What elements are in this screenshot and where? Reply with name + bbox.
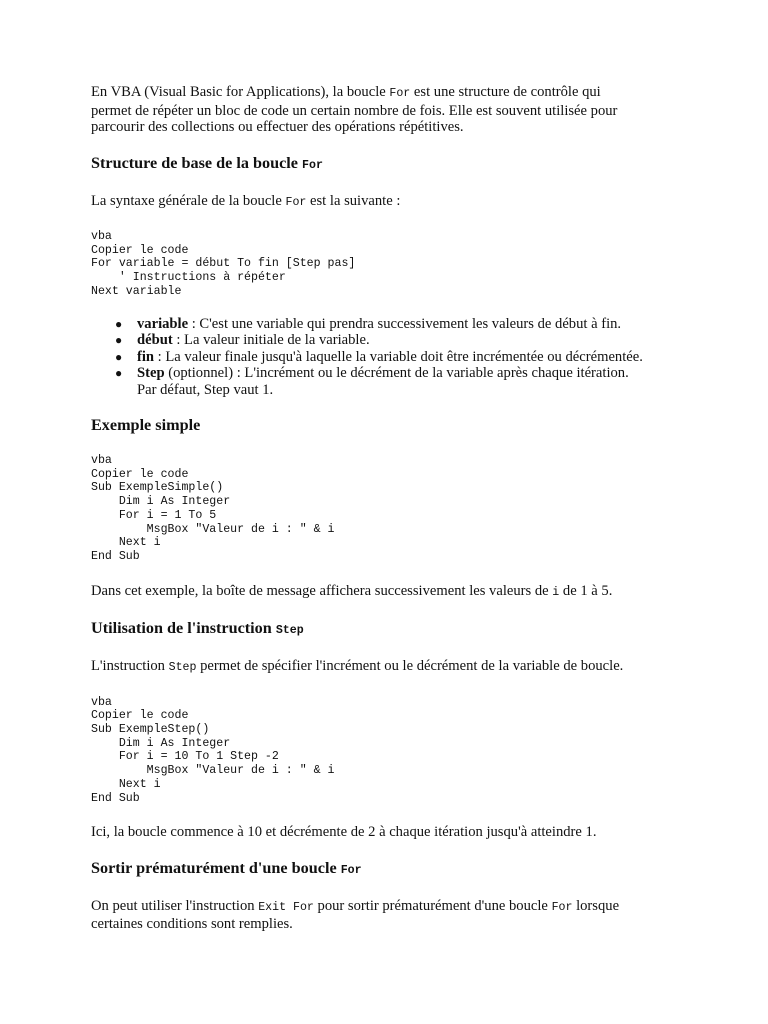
inline-code: For: [389, 87, 411, 100]
list-desc: : La valeur initiale de la variable.: [172, 332, 370, 349]
document-page: [91, 84, 691, 933]
paragraph-text: lorsque: [572, 897, 620, 914]
exit-paragraph: [91, 898, 691, 933]
inline-code: i: [552, 585, 560, 599]
list-term: variable: [137, 315, 189, 332]
heading-code: For: [302, 158, 323, 172]
parameter-list: [91, 316, 691, 399]
inline-code: For: [551, 900, 573, 914]
example-paragraph: [91, 583, 691, 602]
intro-text: En VBA (Visual Basic for Applications), la boucle: [91, 84, 390, 100]
heading-text: Utilisation de l'instruction: [91, 619, 276, 638]
bullet-icon: ●: [115, 333, 123, 348]
paragraph-text: pour sortir prématurément d'une boucle: [313, 897, 552, 914]
list-term: Step: [137, 365, 165, 382]
list-item: [115, 348, 691, 366]
inline-code: Step: [168, 661, 197, 675]
list-term: fin: [137, 348, 155, 365]
paragraph-text: L'instruction: [91, 658, 169, 675]
heading-code: For: [340, 863, 362, 877]
paragraph-text: On peut utiliser l'instruction: [91, 897, 259, 914]
paragraph-text: certaines conditions sont remplies.: [91, 916, 293, 933]
intro-text: parcourir des collections ou effectuer des opérations répétitives.: [91, 119, 464, 135]
heading-text: Structure de base de la boucle: [91, 153, 303, 172]
intro-text: est une structure de contrôle qui: [410, 84, 601, 100]
section-heading-example: [91, 416, 691, 435]
heading-text: Sortir prématurément d'une boucle: [91, 858, 341, 877]
bullet-icon: ●: [115, 349, 123, 364]
section-heading-step: [91, 619, 691, 640]
bullet-icon: ●: [115, 366, 123, 381]
intro-paragraph: [91, 84, 691, 136]
list-desc: (optionnel) : L'incrément ou le décrément de la variable après chaque itération.: [164, 365, 629, 382]
code-block-syntax: vba Copier le code For variable = début To fin [Step pas] ' Instructions à répéter Next variable: [91, 230, 356, 298]
list-item: [115, 365, 691, 398]
list-item: [115, 332, 691, 349]
step-explanation-paragraph: Ici, la boucle commence à 10 et décrémente de 2 à chaque itération jusqu'à atteindre 1.: [91, 824, 597, 841]
section-heading-structure: [91, 154, 691, 175]
code-block-example-step: vba Copier le code Sub ExempleStep() Dim i As Integer For i = 10 To 1 Step -2 MsgBox "Valeur de i : " & i Next i End Sub: [91, 695, 335, 805]
paragraph-text: Dans cet exemple, la boîte de message affichera successivement les valeurs de: [91, 582, 553, 599]
paragraph-text: La syntaxe générale de la boucle: [91, 192, 286, 209]
code-block-example-simple: vba Copier le code Sub ExempleSimple() Dim i As Integer For i = 1 To 5 MsgBox "Valeur de i : " & i Next i End Sub: [91, 454, 335, 563]
heading-text: Exemple simple: [91, 416, 201, 435]
list-term: début: [137, 332, 173, 349]
list-desc: Par défaut, Step vaut 1.: [137, 381, 274, 398]
paragraph-text: est la suivante :: [306, 192, 401, 209]
list-item: [115, 315, 691, 333]
section-heading-exit: [91, 859, 691, 880]
heading-code: Step: [275, 624, 304, 638]
intro-text: permet de répéter un bloc de code un certain nombre de fois. Elle est souvent utilisée pour: [91, 102, 618, 119]
inline-code: Exit For: [258, 900, 314, 914]
bullet-icon: ●: [115, 316, 123, 331]
list-desc: : La valeur finale jusqu'à laquelle la variable doit être incrémentée ou décrémentée.: [154, 348, 643, 365]
list-desc: : C'est une variable qui prendra successivement les valeurs de début à fin.: [188, 315, 622, 332]
inline-code: For: [285, 195, 307, 209]
paragraph-text: de 1 à 5.: [559, 582, 613, 599]
syntax-paragraph: [91, 193, 691, 212]
paragraph-text: permet de spécifier l'incrément ou le décrément de la variable de boucle.: [196, 658, 624, 675]
step-paragraph: [91, 658, 691, 677]
